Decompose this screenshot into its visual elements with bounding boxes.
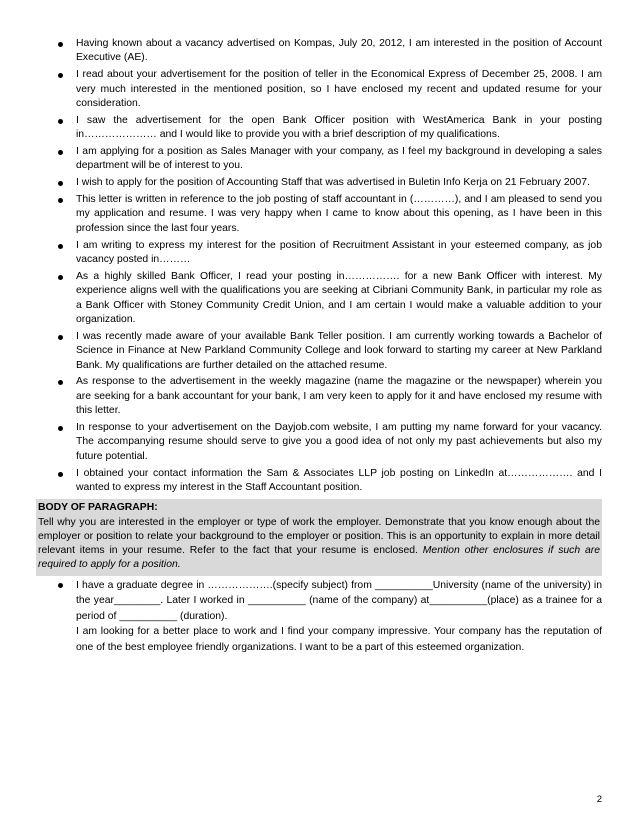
list-item bbox=[36, 578, 602, 656]
bullet-icon bbox=[58, 275, 63, 280]
body-example-paragraph: I am looking for a better place to work and I find your company impressive. Your company has the reputation of one of the best employee friendly organizations. I want to be a part of this esteemed organization. bbox=[76, 626, 602, 653]
bullet-icon bbox=[58, 244, 63, 249]
list-item-text: Having known about a vacancy advertised on Kompas, July 20, 2012, I am interested in the position of Account Executive (AE). bbox=[76, 38, 602, 64]
list-item bbox=[36, 114, 602, 143]
bullet-icon bbox=[58, 335, 63, 340]
list-item bbox=[36, 68, 602, 111]
list-item-text: As a highly skilled Bank Officer, I read your posting in……………. for a new Bank Officer with interest. My experience aligns well with the qualifications you are seeking at Cibriani Community Bank, in particular my role as a Bank Officer with Stoney Community Credit Union, and I am certain I would make a valuable addition to your organization. bbox=[76, 270, 602, 326]
list-item bbox=[36, 239, 602, 268]
page-number: 2 bbox=[596, 794, 602, 805]
body-example-list bbox=[36, 578, 602, 656]
bullet-icon bbox=[58, 198, 63, 203]
bullet-icon bbox=[58, 73, 63, 78]
opening-examples-list bbox=[36, 37, 602, 495]
list-item-text: I saw the advertisement for the open Bank Officer position with WestAmerica Bank in your posting in………………… and I would like to provide you with a brief description of my qualifications. bbox=[76, 114, 602, 141]
section-heading: BODY OF PARAGRAPH: bbox=[38, 502, 158, 514]
section-note: Mention other enclosures if such are required to apply for a position. bbox=[38, 545, 600, 571]
bullet-icon bbox=[58, 42, 63, 47]
body-section bbox=[36, 499, 602, 575]
list-item bbox=[36, 375, 602, 418]
list-item-text: I obtained your contact information the Sam & Associates LLP job posting on LinkedIn at………………. and I wanted to express my interest in the Staff Accountant position. bbox=[76, 467, 602, 494]
list-item-text: This letter is written in reference to the job posting of staff accountant in (…………), and I am pleased to send you my application and resume. I was very happy when I came to know about this opening, as I have been in this profession since the last four years. bbox=[76, 194, 602, 234]
list-item-text: As response to the advertisement in the weekly magazine (name the magazine or the newspaper) wherein you are seeking for a bank accountant for your bank, I am very keen to apply for it and have enclosed my resume with this letter. bbox=[76, 376, 602, 417]
bullet-icon bbox=[58, 583, 63, 588]
bullet-icon bbox=[58, 119, 63, 124]
section-description: Tell why you are interested in the employer or type of work the employer. Demonstrate that you know enough about the employer or position to relate your background to the employer or position. This is an opportunity to explain in more detail relevant items in your resume. Refer to the fact that your resume is enclosed. bbox=[38, 516, 600, 557]
list-item-text: I am applying for a position as Sales Manager with your company, as I feel my background in developing a sales department will be of interest to you. bbox=[76, 146, 602, 172]
list-item bbox=[36, 176, 602, 190]
list-item bbox=[36, 270, 602, 328]
bullet-icon bbox=[58, 380, 63, 385]
bullet-icon bbox=[58, 472, 63, 477]
list-item-text: In response to your advertisement on the Dayjob.com website, I am putting my name forward for your vacancy. The accompanying resume should serve to give you a good idea of not only my past achievements but also my future potential. bbox=[76, 422, 602, 462]
list-item bbox=[36, 37, 602, 66]
bullet-icon bbox=[58, 181, 63, 186]
list-item-text: I wish to apply for the position of Accounting Staff that was advertised in Buletin Info Kerja on 21 February 2007. bbox=[76, 177, 590, 189]
body-example-paragraph: I have a graduate degree in ……………….(specify subject) from __________University (name of the university) in the year________. Later I worked in __________ (name of the company) at__________(place) as a trainee for a period of __________ (duration). bbox=[76, 579, 602, 622]
list-item bbox=[36, 145, 602, 174]
list-item bbox=[36, 330, 602, 373]
list-item bbox=[36, 467, 602, 496]
bullet-icon bbox=[58, 426, 63, 431]
bullet-icon bbox=[58, 150, 63, 155]
list-item-text: I was recently made aware of your available Bank Teller position. I am currently working towards a Bachelor of Science in Finance at New Parkland Community College and look forward to starting my career at New Parkland Bank. My qualifications are further detailed on the attached resume. bbox=[76, 330, 602, 371]
list-item bbox=[36, 193, 602, 236]
list-item-text: I am writing to express my interest for the position of Recruitment Assistant in your esteemed company, as job vacancy posted in……… bbox=[76, 239, 602, 266]
list-item-text: I read about your advertisement for the position of teller in the Economical Express of December 25, 2008. I am very much interested in the mentioned position, so I have enclosed my recent and updated resume for your consideration. bbox=[76, 69, 602, 110]
list-item bbox=[36, 421, 602, 464]
